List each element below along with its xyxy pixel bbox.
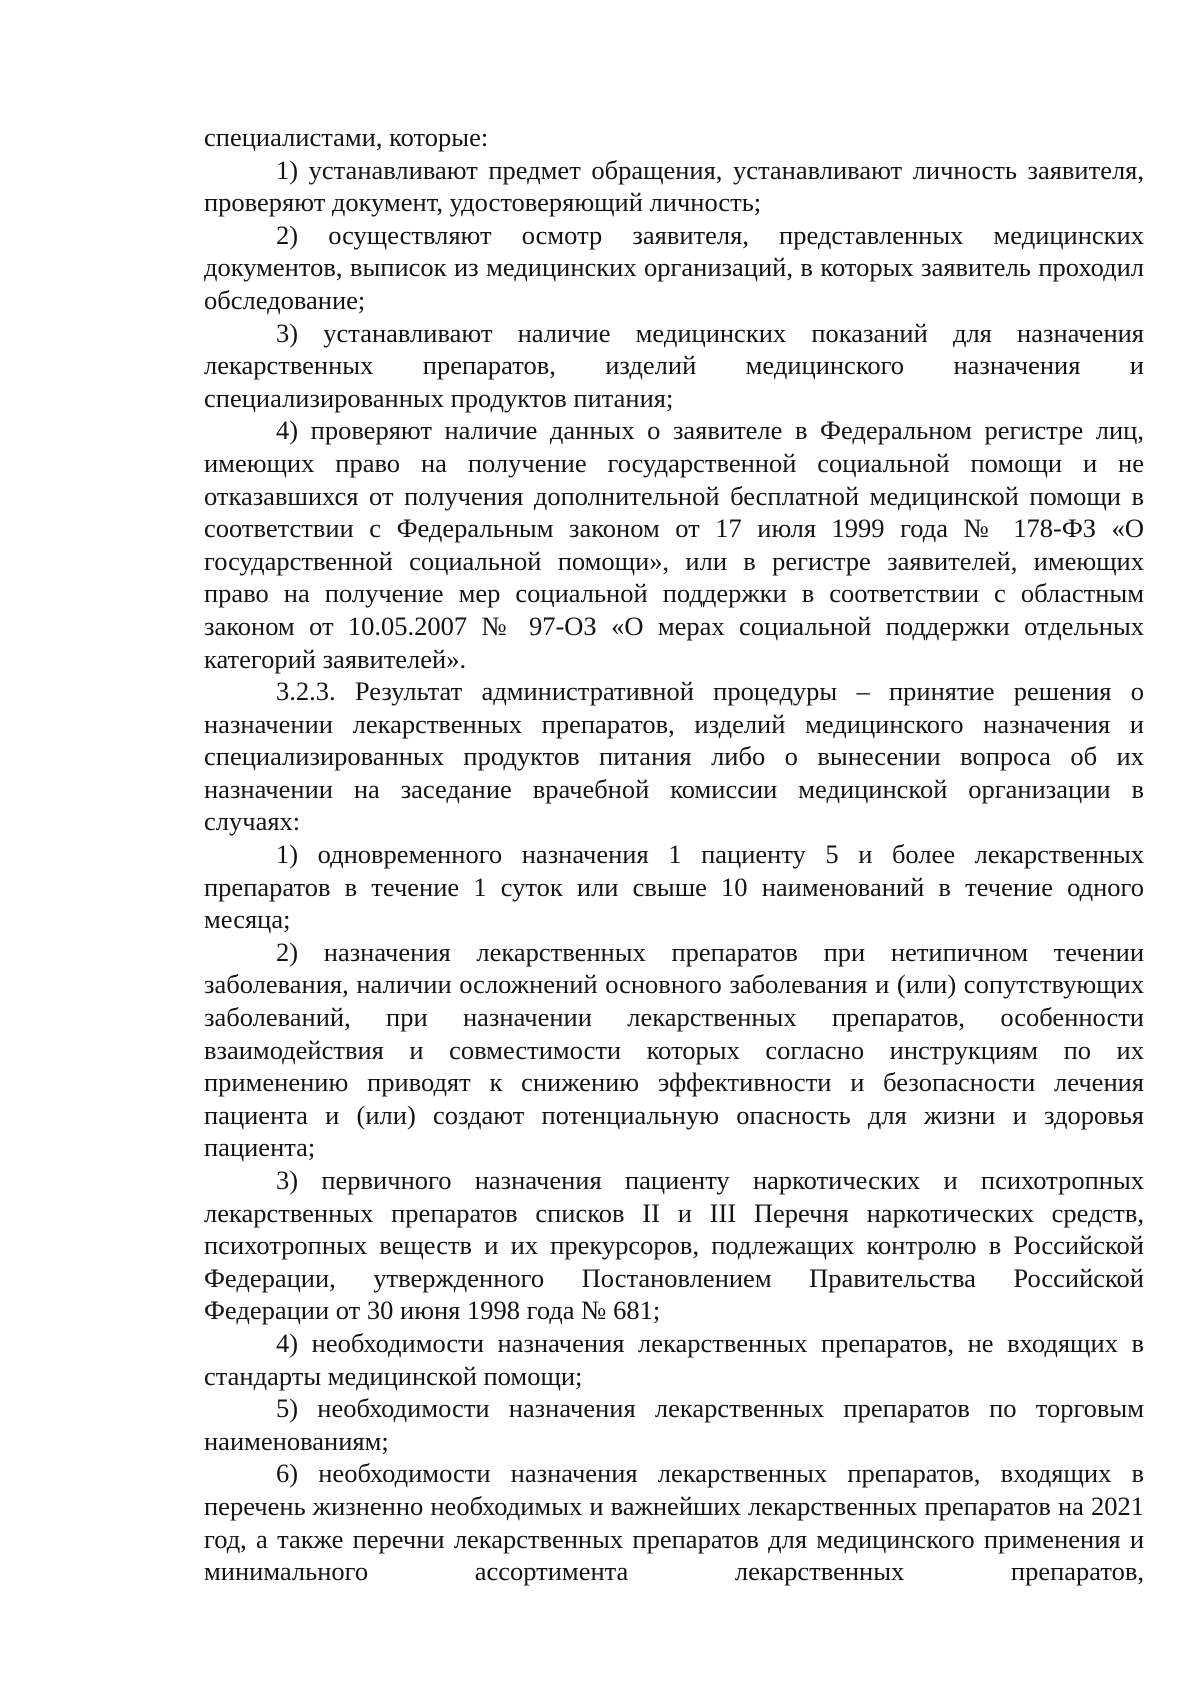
paragraph-case-4-standards: 4) необходимости назначения лекарственных препаратов, не входящих в стандарты медицинской помощи; xyxy=(204,1327,1144,1391)
paragraph-case-2-atypical: 2) назначения лекарственных препаратов при нетипичном течении заболевания, наличии осложнений основного заболевания и (или) сопутствующих заболеваний, при назначении лекарственных препаратов, особенности взаимодействия и совместимости которых согласно инструкциям по их применению приводят к снижению эффективности и безопасности лечения пациента и (или) создают потенциальную опасность для жизни и здоровья пациента; xyxy=(204,936,1144,1163)
paragraph-section-3-2-3: 3.2.3. Результат административной процедуры – принятие решения о назначении лекарственных препаратов, изделий медицинского назначения и специализированных продуктов питания либо о вынесении вопроса об их назначении на заседание врачебной комиссии медицинской организации в случаях: xyxy=(204,676,1144,837)
paragraph-case-1-simultaneous: 1) одновременного назначения 1 пациенту 5 и более лекарственных препаратов в течение 1 суток или свыше 10 наименований в течение одного месяца; xyxy=(204,839,1144,935)
paragraph-specialists-intro: специалистами, которые: xyxy=(204,122,489,152)
document-text xyxy=(204,121,1144,1588)
paragraph-case-6-essential-list: 6) необходимости назначения лекарственных препаратов, входящих в перечень жизненно необходимых и важнейших лекарственных препаратов на 2021 год, а также перечни лекарственных препаратов для медицинского применения и минимального ассортимента лекарственных препаратов, xyxy=(204,1458,1144,1587)
paragraph-item-3-indications: 3) устанавливают наличие медицинских показаний для назначения лекарственных препаратов, изделий медицинского назначения и специализированных продуктов питания; xyxy=(204,317,1144,413)
paragraph-case-3-narcotic: 3) первичного назначения пациенту наркотических и психотропных лекарственных препаратов списков II и III Перечня наркотических средств, психотропных веществ и их прекурсоров, подлежащих контролю в Российской Федерации, утвержденного Постановлением Правительства Российской Федерации от 30 июня 1998 года № 681; xyxy=(204,1165,1144,1326)
paragraph-item-4-register-check: 4) проверяют наличие данных о заявителе в Федеральном регистре лиц, имеющих право на получение государственной социальной помощи и не отказавшихся от получения дополнительной бесплатной медицинской помощи в соответствии с Федеральным законом от 17 июля 1999 года № 178-ФЗ «О государственной социальной помощи», или в регистре заявителей, имеющих право на получение мер социальной поддержки в соответствии с областным законом от 10.05.2007 № 97-ОЗ «О мерах социальной поддержки отдельных категорий заявителей». xyxy=(204,415,1144,674)
paragraph-case-5-trade-names: 5) необходимости назначения лекарственных препаратов по торговым наименованиям; xyxy=(204,1393,1144,1456)
paragraph-item-1-establish-subject: 1) устанавливают предмет обращения, устанавливают личность заявителя, проверяют документ, удостоверяющий личность; xyxy=(204,154,1144,218)
paragraph-item-2-examination: 2) осуществляют осмотр заявителя, представленных медицинских документов, выписок из медицинских организаций, в которых заявитель проходил обследование; xyxy=(204,219,1144,315)
